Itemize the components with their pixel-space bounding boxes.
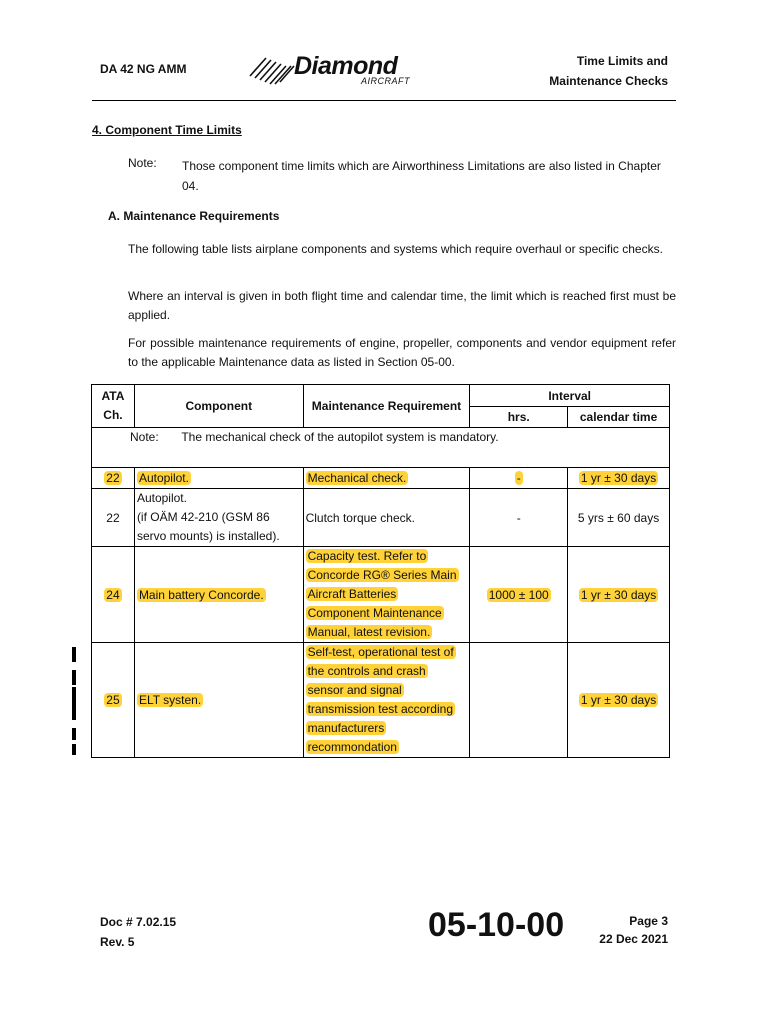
row-ata: 22 (92, 468, 135, 489)
note-text: Those component time limits which are Airworthiness Limitations are also listed in Chapter 04. (182, 159, 661, 193)
logo-subtitle: AIRCRAFT (361, 76, 410, 86)
row-requirement: Clutch torque check. (303, 489, 470, 547)
row-requirement: Capacity test. Refer to Concorde RG® Series Main Aircraft Batteries Component Maintenance Manual, latest revision. (303, 547, 470, 643)
row-hrs (470, 643, 568, 758)
header-maintenance: Maintenance Requirement (303, 385, 470, 428)
table-row (92, 489, 670, 547)
header-hrs: hrs. (470, 407, 568, 428)
chapter-title-line1: Time Limits and (576, 54, 668, 68)
revision-bar (72, 687, 76, 720)
row-hrs: - (470, 468, 568, 489)
table-note-text: The mechanical check of the autopilot system is mandatory. (181, 430, 499, 444)
header-calendar: calendar time (568, 407, 670, 428)
paragraph-vendor-data: For possible maintenance requirements of engine, propeller, components and vendor equipment refer to the applicable Maintenance data as listed in Section 05-00. (128, 336, 676, 369)
header-divider (92, 100, 676, 101)
subsection-title: A. Maintenance Requirements (108, 209, 280, 223)
revision-bar (72, 670, 76, 685)
header-ata: ATA Ch. (92, 385, 135, 428)
revision-bar (72, 647, 76, 662)
row-calendar: 1 yr ± 30 days (568, 547, 670, 643)
row-component: Main battery Concorde. (134, 547, 303, 643)
row-hrs: - (470, 489, 568, 547)
table-note (92, 428, 670, 468)
revision-bar (72, 744, 76, 755)
row-component: ELT systen. (134, 643, 303, 758)
page-identifier: 05-10-00 (428, 906, 565, 944)
table-row (92, 547, 670, 643)
header-interval: Interval (470, 385, 670, 407)
revision-date: 22 Dec 2021 (599, 932, 668, 946)
manual-name: DA 42 NG AMM (100, 62, 187, 76)
doc-number: Doc # 7.02.15 (100, 915, 177, 929)
row-ata: 24 (92, 547, 135, 643)
chapter-title-line2: Maintenance Checks (549, 74, 668, 88)
revision-bar (72, 728, 76, 740)
row-calendar: 1 yr ± 30 days (568, 643, 670, 758)
page-number: Page 3 (629, 914, 668, 928)
logo-wordmark: Diamond (294, 52, 398, 80)
row-requirement: Self-test, operational test of the controls and crash sensor and signal transmission test according manufacturers recommondation (303, 643, 470, 758)
footer-page-info (599, 912, 668, 948)
note-label: Note: (128, 156, 157, 170)
maintenance-table (91, 384, 670, 758)
diamond-logo-icon (248, 54, 298, 88)
row-requirement: Mechanical check. (303, 468, 470, 489)
section-title: 4. Component Time Limits (92, 123, 242, 137)
row-ata: 22 (92, 489, 135, 547)
table-row (92, 468, 670, 489)
table-note-label: Note: (130, 430, 159, 444)
row-component: Autopilot. (if OÄM 42-210 (GSM 86 servo mounts) is installed). (134, 489, 303, 547)
revision: Rev. 5 (100, 935, 135, 949)
paragraph-table-intro: The following table lists airplane components and systems which require overhaul or specific checks. (128, 242, 663, 256)
table-row (92, 643, 670, 758)
row-hrs: 1000 ± 100 (470, 547, 568, 643)
header-component: Component (134, 385, 303, 428)
row-calendar: 1 yr ± 30 days (568, 468, 670, 489)
row-component: Autopilot. (134, 468, 303, 489)
paragraph-interval-rule: Where an interval is given in both flight time and calendar time, the limit which is reached first must be applied. (128, 289, 676, 322)
chapter-title (549, 51, 668, 91)
row-ata: 25 (92, 643, 135, 758)
row-calendar: 5 yrs ± 60 days (568, 489, 670, 547)
footer-doc-info (100, 912, 176, 952)
diamond-logo (248, 52, 428, 92)
